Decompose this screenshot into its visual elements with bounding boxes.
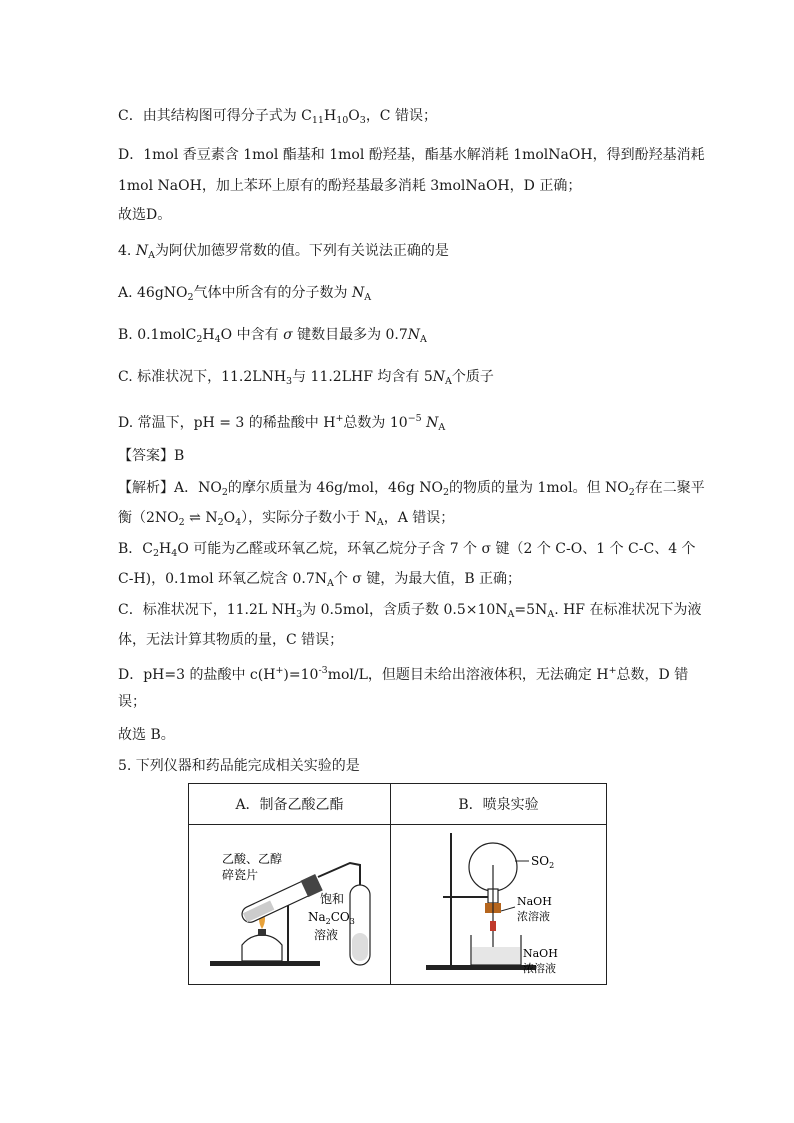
- label-so2: $SO_2$: [531, 854, 555, 870]
- subscript: 3: [359, 115, 366, 126]
- subscript: 4: [235, 517, 242, 528]
- text: C. 标准状况下，11.2LNH: [118, 369, 287, 385]
- figure-cell-a: [189, 825, 391, 985]
- text: 个质子: [451, 369, 494, 385]
- subscript: 11: [311, 115, 324, 126]
- text: O 中含有: [220, 327, 284, 343]
- text: mol/L，但题目未给出溶液体积，无法确定 H: [327, 667, 609, 683]
- question-4-stem: [118, 241, 449, 266]
- text: ，C 错误；: [365, 108, 437, 124]
- symbol: N: [426, 415, 439, 431]
- text: ，A 错误；: [383, 510, 455, 526]
- symbol: N: [352, 285, 365, 301]
- ethyl-acetate-apparatus-figure: [190, 825, 390, 980]
- analysis-line-3: [118, 539, 696, 564]
- answer-selection-q3: 故选D。: [118, 207, 172, 223]
- question-5-stem: 5. 下列仪器和药品能完成相关实验的是: [118, 758, 360, 774]
- analysis-line-4: [118, 569, 521, 594]
- subscript: A: [364, 292, 372, 303]
- fountain-experiment-figure: [391, 825, 606, 980]
- text: O 可能为乙醛或环氧乙烷，环氧乙烷分子含 7 个 σ 键（2 个 C-O、1 个 C-C、4 个: [177, 541, 696, 557]
- subscript: 4: [171, 548, 178, 559]
- symbol: N: [407, 327, 421, 343]
- question-4-option-b: [118, 325, 427, 350]
- text: 【解析】A．NO: [118, 480, 222, 496]
- label-conc-beaker: 浓溶液: [523, 962, 556, 975]
- analysis-line-5: [118, 600, 701, 625]
- text: O: [348, 108, 360, 124]
- subscript: A: [438, 422, 446, 433]
- label-saturated: 饱和: [319, 892, 344, 906]
- text: 总数，D 错: [616, 667, 689, 683]
- header-cell-a: A．制备乙酸乙酯: [189, 784, 391, 825]
- answer-selection-q4: 故选 B。: [118, 727, 175, 743]
- text: O: [223, 510, 236, 526]
- label-conc-dropper: 浓溶液: [517, 910, 550, 923]
- option-d-explanation-q3-line2: 1mol NaOH，加上苯环上原有的酚羟基最多消耗 3molNaOH，D 正确；: [118, 178, 582, 194]
- na2co3-solution: [352, 933, 368, 961]
- label-porcelain-chips: 碎瓷片: [221, 868, 258, 882]
- subscript: A: [420, 334, 427, 345]
- superscript: −5: [407, 413, 422, 424]
- label-na2co3: $Na_2CO_3$: [307, 910, 355, 926]
- text: 键数目最多为 0.7: [292, 327, 408, 343]
- text: C-H)，0.1mol 环氧乙烷含 0.7N: [118, 571, 327, 587]
- subscript: A: [507, 609, 515, 620]
- text: 4.: [118, 243, 136, 259]
- text: =5N: [514, 602, 548, 618]
- subscript: 2: [628, 487, 635, 498]
- subscript: 10: [336, 115, 349, 126]
- figure-cell-b: [391, 825, 607, 985]
- symbol: σ: [283, 327, 293, 343]
- subscript: A: [445, 376, 452, 387]
- text: B．C: [118, 541, 153, 557]
- subscript: A: [376, 517, 384, 528]
- question-4-option-a: [118, 283, 371, 308]
- subscript: A: [547, 609, 555, 620]
- analysis-line-8: 误；: [118, 694, 146, 710]
- text: 的摩尔质量为 46g/mol，46g NO: [227, 480, 443, 496]
- text: 与 11.2LHF 均含有 5: [292, 369, 433, 385]
- option-c-explanation-q3: [118, 106, 437, 131]
- text: C．标准状况下，11.2L NH: [118, 602, 297, 618]
- stand-base: [210, 961, 320, 966]
- text: A. 46gNO: [118, 285, 188, 301]
- text: D．pH=3 的盐酸中 c(H: [118, 667, 276, 683]
- text: 存在二聚平: [634, 480, 705, 496]
- subscript: 2: [196, 334, 203, 345]
- superscript: +: [275, 665, 284, 676]
- analysis-line-1: [118, 478, 705, 503]
- subscript: 3: [296, 609, 303, 620]
- superscript: +: [335, 413, 344, 424]
- subscript: 2: [217, 517, 224, 528]
- text: )=10: [283, 667, 319, 683]
- subscript: A: [148, 250, 155, 261]
- text: 总数为 10: [343, 415, 408, 431]
- text: . HF 在标准状况下为液: [554, 602, 702, 618]
- question-4-option-d: [118, 409, 445, 438]
- label-solution: 溶液: [313, 928, 338, 942]
- analysis-line-2: [118, 508, 454, 533]
- text: H: [323, 108, 337, 124]
- answer-q4: 【答案】B: [118, 448, 185, 464]
- text: 衡（2NO: [118, 510, 179, 526]
- text: 为 0.5mol，含质子数 0.5×10N: [302, 602, 508, 618]
- symbol: N: [432, 369, 445, 385]
- beaker-solution: [472, 947, 520, 964]
- header-cell-b: B．喷泉实验: [391, 784, 607, 825]
- text: H: [159, 541, 172, 557]
- text: ⇌ N: [184, 510, 218, 526]
- text: H: [202, 327, 215, 343]
- text: 为阿伏加德罗常数的值。下列有关说法正确的是: [154, 243, 449, 259]
- label-line: [501, 907, 515, 911]
- superscript: -3: [318, 665, 328, 676]
- experiment-table: [188, 783, 607, 985]
- question-4-option-c: [118, 367, 494, 392]
- text: 个 σ 键，为最大值，B 正确；: [333, 571, 522, 587]
- text: ），实际分子数小于 N: [241, 510, 377, 526]
- subscript: 2: [221, 487, 228, 498]
- analysis-line-7: [118, 661, 688, 685]
- text: 的物质的量为 1mol。但 NO: [449, 480, 629, 496]
- alcohol-lamp: [242, 935, 282, 961]
- subscript: 2: [153, 548, 160, 559]
- dropper: [490, 921, 496, 931]
- subscript: 2: [178, 517, 185, 528]
- lamp-wick: [258, 929, 266, 936]
- label-acid-alcohol: 乙酸、乙醇: [221, 852, 282, 866]
- subscript: A: [326, 578, 334, 589]
- subscript: 2: [442, 487, 450, 498]
- text: C．由其结构图可得分子式为 C: [118, 108, 312, 124]
- subscript: 4: [214, 334, 221, 345]
- stand-base: [426, 965, 536, 970]
- symbol: N: [135, 243, 149, 259]
- analysis-line-6: 体，无法计算其物质的量，C 错误；: [118, 632, 344, 648]
- text: B. 0.1molC: [118, 327, 197, 343]
- option-d-explanation-q3-line1: D．1mol 香豆素含 1mol 酯基和 1mol 酚羟基，酯基水解消耗 1molNaOH，得到酚羟基消耗: [118, 147, 705, 163]
- subscript: 2: [187, 292, 194, 303]
- superscript: +: [608, 665, 617, 676]
- subscript: 3: [286, 376, 293, 387]
- label-naoh-dropper: NaOH: [517, 895, 552, 908]
- text: 气体中所含有的分子数为: [193, 285, 353, 301]
- text: D. 常温下，pH = 3 的稀盐酸中 H: [118, 415, 336, 431]
- label-naoh-beaker: NaOH: [523, 947, 558, 960]
